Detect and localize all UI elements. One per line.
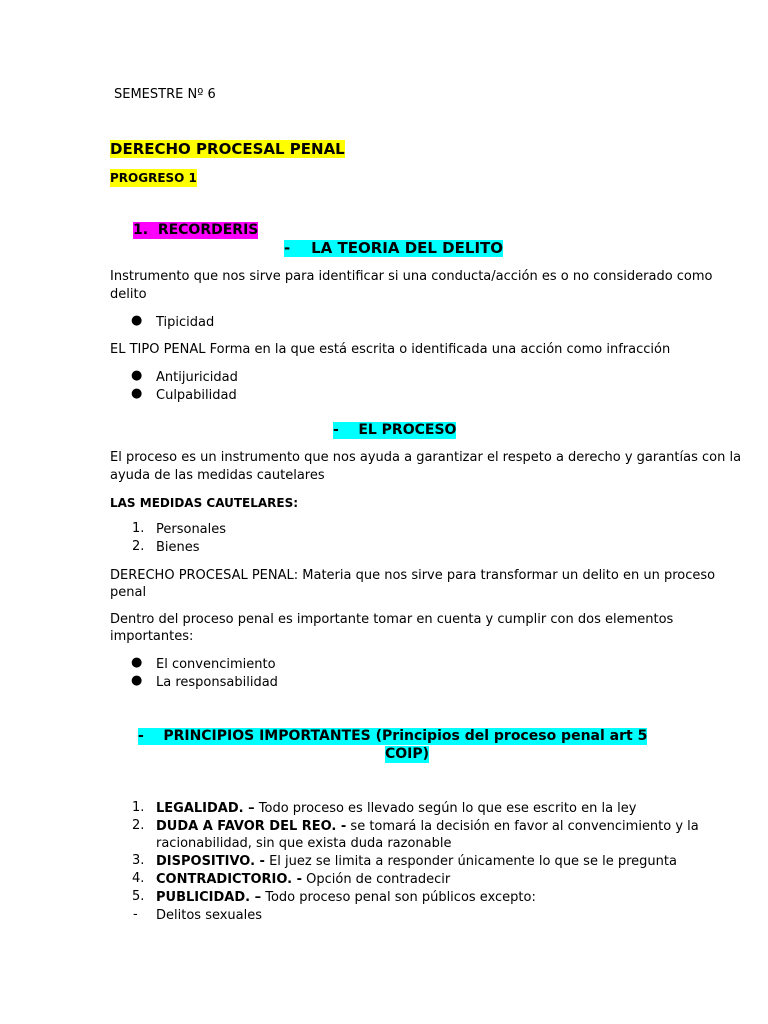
list-item-responsabilidad: La responsabilidad [156, 675, 278, 690]
principio-description: Todo proceso penal son públicos excepto: [261, 890, 536, 905]
medidas-heading: LAS MEDIDAS CAUTELARES: [110, 496, 299, 510]
list-number: 2. [132, 818, 145, 833]
principio-description: Opción de contradecir [301, 872, 451, 887]
subheading-dash: - [333, 422, 339, 438]
bullet-icon: ● [131, 313, 143, 328]
principio-description: se tomará la decisión en favor al convencimiento y la [346, 819, 699, 834]
principio-description: Todo proceso es llevado según lo que ese escrito en la ley [254, 801, 637, 816]
list-item-culpabilidad: Culpabilidad [156, 388, 237, 403]
subheading-dash: - [284, 239, 291, 257]
list-number: 1. [132, 800, 145, 815]
paragraph-dpp-line2: penal [110, 585, 147, 600]
bullet-icon: ● [131, 368, 143, 383]
list-item-personales: Personales [156, 522, 227, 537]
section-title: RECORDERIS [157, 222, 259, 238]
subheading-title: PRINCIPIOS IMPORTANTES (Principios del proceso penal art 5 [163, 728, 648, 744]
list-number: 5. [132, 889, 145, 904]
paragraph-dentro-line1: Dentro del proceso penal es importante tomar en cuenta y cumplir con dos elementos [110, 612, 674, 627]
principio-duda-a-favor [156, 818, 699, 836]
paragraph-proceso-line1: El proceso es un instrumento que nos ayuda a garantizar el respeto a derecho y garantías con la [110, 450, 742, 465]
subheading-principios-line1 [138, 728, 647, 745]
paragraph-instrumento-line1: Instrumento que nos sirve para identificar si una conducta/acción es o no considerado como [110, 269, 713, 284]
list-item-convencimiento: El convencimiento [156, 657, 276, 672]
subheading-teoria-del-delito [284, 240, 503, 257]
paragraph-instrumento-line2: delito [110, 287, 147, 302]
subheading-title: EL PROCESO [358, 422, 457, 438]
paragraph-proceso-line2: ayuda de las medidas cautelares [110, 468, 325, 483]
list-item-bienes: Bienes [156, 540, 200, 555]
section-number: 1. [133, 222, 149, 238]
list-number: 2. [132, 539, 145, 554]
progress-label: PROGRESO 1 [110, 171, 197, 185]
list-number: 1. [132, 521, 145, 536]
principio-duda-continuation: racionabilidad, sin que exista duda razonable [156, 836, 452, 851]
principio-dispositivo [156, 853, 677, 871]
principio-description: El juez se limita a responder únicamente lo que se le pregunta [264, 854, 677, 869]
bullet-icon: ● [131, 673, 143, 688]
list-dash: - [133, 907, 138, 922]
paragraph-tipo-penal: EL TIPO PENAL Forma en la que está escrita o identificada una acción como infracción [110, 342, 671, 357]
list-number: 3. [132, 853, 145, 868]
semester-label: SEMESTRE Nº 6 [114, 87, 216, 102]
subheading-dash: - [138, 728, 144, 744]
principio-name: PUBLICIDAD. – [156, 890, 262, 905]
section-heading-recorderis [133, 222, 258, 239]
principio-name: CONTRADICTORIO. - [156, 872, 302, 887]
paragraph-dentro-line2: importantes: [110, 629, 194, 644]
principio-publicidad [156, 889, 536, 907]
paragraph-dpp-line1: DERECHO PROCESAL PENAL: Materia que nos sirve para transformar un delito en un proceso [110, 568, 716, 583]
subheading-title: LA TEORIA DEL DELITO [311, 239, 504, 257]
bullet-icon: ● [131, 655, 143, 670]
principio-contradictorio [156, 871, 450, 889]
bullet-icon: ● [131, 386, 143, 401]
list-item-delitos-sexuales: Delitos sexuales [156, 908, 263, 923]
principio-name: DUDA A FAVOR DEL REO. - [156, 819, 347, 834]
list-number: 4. [132, 871, 145, 886]
subheading-el-proceso [333, 422, 456, 439]
principio-legalidad [156, 800, 636, 818]
principio-name: DISPOSITIVO. - [156, 854, 265, 869]
list-item-tipicidad: Tipicidad [156, 315, 215, 330]
list-item-antijuricidad: Antijuricidad [156, 370, 238, 385]
principio-name: LEGALIDAD. – [156, 801, 255, 816]
document-title: DERECHO PROCESAL PENAL [110, 140, 345, 158]
subheading-principios-line2: COIP) [385, 746, 430, 762]
